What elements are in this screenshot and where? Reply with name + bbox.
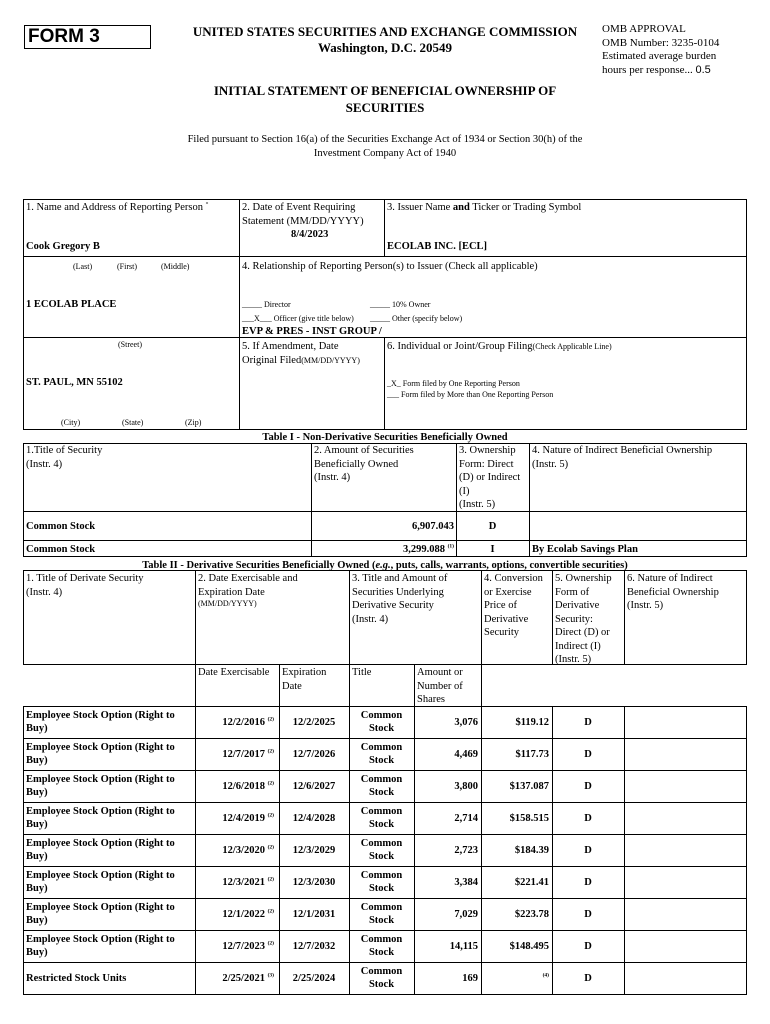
underlying-amount: 14,115 — [449, 941, 478, 952]
footnote-ref[interactable]: (2) — [267, 780, 274, 787]
t2-h4-l3: Price of — [484, 600, 517, 611]
date-exercisable — [198, 812, 274, 826]
grid-line — [23, 834, 747, 835]
t2-h5-l7: (Instr. 5) — [555, 654, 592, 665]
t2-h5-l1: 5. Ownership — [555, 573, 612, 584]
agency-location: Washington, D.C. 20549 — [318, 40, 452, 55]
t1-h1-l2: (Instr. 4) — [26, 458, 63, 470]
grid-line — [384, 338, 385, 430]
date-exercisable-value: 12/7/2023 — [222, 941, 265, 952]
underlying-amount: 7,029 — [454, 909, 478, 920]
date-exercisable-value: 12/2/2016 — [222, 717, 265, 728]
omb-approval-block — [602, 23, 762, 77]
box5-label-suffix: (MM/DD/YYYY) — [301, 355, 360, 365]
subheader-amount — [417, 666, 463, 707]
date-exercisable — [198, 844, 274, 858]
expiration-date: 12/1/2031 — [292, 909, 336, 920]
box1-label-mark: * — [205, 201, 209, 208]
date-exercisable-value: 2/25/2021 — [222, 973, 265, 984]
underlying-title-line2: Stock — [368, 947, 395, 958]
grid-line — [23, 770, 747, 771]
t2-h6-l1: 6. Nature of Indirect — [627, 573, 713, 584]
grid-line — [195, 664, 196, 706]
sub-exp-l2: Date — [282, 680, 302, 692]
date-exercisable-value: 12/7/2017 — [222, 749, 265, 760]
grid-line — [279, 664, 280, 706]
t1-h3-l1: 3. Ownership — [459, 445, 516, 456]
box5-label-line2-text: Original Filed — [242, 354, 302, 366]
exercise-price — [481, 908, 549, 922]
table1-row-form: I — [490, 544, 495, 555]
underlying-title-line1: Common — [360, 934, 403, 945]
date-exercisable-value: 12/1/2022 — [222, 909, 265, 920]
t2-h2-l2: Expiration Date — [198, 586, 265, 598]
underlying-title-line1: Common — [360, 870, 403, 881]
exercise-price — [481, 812, 549, 826]
director-option: _____ Director — [242, 300, 291, 309]
t1-h4-l2: (Instr. 5) — [532, 458, 569, 470]
grid-line — [746, 570, 747, 665]
exercise-price — [481, 844, 549, 858]
date-exercisable-value: 12/6/2018 — [222, 781, 265, 792]
t1-h3-l2: Form: Direct — [459, 458, 514, 470]
underlying-title-line2: Stock — [368, 979, 395, 990]
street-label: (Street) — [118, 340, 142, 349]
officer-title: EVP & PRES - INST GROUP / — [242, 326, 382, 337]
t2-h3-l4: (Instr. 4) — [352, 613, 389, 625]
box5-label-line1: 5. If Amendment, Date — [242, 341, 339, 352]
table1-row-form: D — [488, 521, 497, 532]
grid-line — [23, 664, 747, 665]
box6-label-suffix: (Check Applicable Line) — [532, 342, 612, 351]
t2-h3-l3: Derivative Security — [352, 600, 434, 611]
table2-col5-header — [555, 572, 612, 667]
exercise-price — [481, 716, 549, 730]
table1-col2-header — [314, 444, 414, 485]
ownership-form: D — [584, 973, 592, 984]
grid-line — [23, 802, 747, 803]
city-label: (City) — [61, 418, 81, 427]
table1-col4-header — [532, 444, 712, 471]
derivative-title-line1: Employee Stock Option (Right to — [26, 806, 175, 817]
table1-row-title: Common Stock — [26, 521, 96, 532]
box3-label-post: Ticker or Trading Symbol — [469, 202, 582, 213]
underlying-amount: 3,800 — [454, 781, 478, 792]
derivative-title-line1: Employee Stock Option (Right to — [26, 742, 175, 753]
underlying-title-line1: Common — [360, 838, 403, 849]
sub-exp-l1: Expiration — [282, 667, 327, 678]
form-title-line1: INITIAL STATEMENT OF BENEFICIAL OWNERSHIP OF — [213, 83, 557, 98]
footnote-ref[interactable]: (2) — [267, 748, 274, 755]
t1-h2-l1: 2. Amount of Securities — [314, 445, 414, 456]
t2-h1-l1: 1. Title of Derivate Security — [26, 573, 144, 584]
reporting-street: 1 ECOLAB PLACE — [26, 299, 117, 310]
grid-line — [195, 570, 196, 665]
table2-title-eg: e.g. — [375, 560, 391, 571]
derivative-title-line2: Buy) — [26, 851, 48, 862]
last-label: (Last) — [73, 262, 93, 271]
t1-h1-l1: 1.Title of Security — [26, 445, 103, 456]
t2-h1-l2: (Instr. 4) — [26, 586, 63, 598]
grid-line — [23, 256, 747, 257]
grid-line — [23, 994, 747, 995]
omb-hours — [602, 64, 762, 78]
t1-h4-l1: 4. Nature of Indirect Beneficial Ownership — [532, 445, 713, 456]
underlying-title-line1: Common — [360, 966, 403, 977]
omb-burden: Estimated average burden — [602, 50, 717, 62]
t2-h4-l5: Security — [484, 627, 519, 638]
t1-h3-l5: (Instr. 5) — [459, 499, 496, 510]
box3-label — [387, 201, 581, 215]
date-exercisable-value: 12/4/2019 — [222, 813, 265, 824]
grid-line — [23, 706, 747, 707]
expiration-date: 2/25/2024 — [292, 973, 336, 984]
expiration-date: 12/3/2030 — [292, 877, 336, 888]
ten-percent-owner-option: _____ 10% Owner — [370, 300, 431, 309]
grid-line — [23, 199, 747, 200]
footnote-ref[interactable]: (3) — [267, 972, 274, 979]
table1-row-amount-value: 3,299.088 — [402, 544, 445, 555]
subheader-title: Title — [352, 667, 372, 678]
underlying-title-line1: Common — [360, 710, 403, 721]
date-exercisable — [198, 748, 274, 762]
box3-label-pre: 3. Issuer Name — [387, 202, 453, 213]
underlying-title-line2: Stock — [368, 755, 395, 766]
date-exercisable — [198, 876, 274, 890]
grid-line — [746, 199, 747, 430]
table2-col4-header — [484, 572, 543, 640]
exercise-price — [481, 876, 549, 890]
box4-label: 4. Relationship of Reporting Person(s) to Issuer (Check all applicable) — [242, 261, 538, 272]
underlying-amount: 169 — [462, 973, 478, 984]
filed-line2: Investment Company Act of 1940 — [313, 148, 457, 159]
ownership-form: D — [584, 717, 592, 728]
other-option: _____ Other (specify below) — [370, 314, 463, 323]
box2-label-line1: 2. Date of Event Requiring — [242, 202, 356, 213]
filing-option-many: ___ Form filed by More than One Reporting Person — [387, 390, 554, 399]
t2-h5-l2: Form of — [555, 586, 590, 598]
footnote-ref[interactable]: (4) — [542, 972, 549, 979]
t2-h4-l2: or Exercise — [484, 586, 532, 598]
footnote-ref[interactable]: (1) — [447, 543, 454, 550]
date-exercisable-value: 12/3/2020 — [222, 845, 265, 856]
ownership-form: D — [584, 909, 592, 920]
derivative-title-line2: Buy) — [26, 915, 48, 926]
box2-label-line2: Statement (MM/DD/YYYY) — [242, 215, 364, 227]
t1-h2-l3: (Instr. 4) — [314, 472, 351, 483]
t1-h3-l3: (D) or Indirect — [459, 472, 521, 483]
omb-approval-title: OMB APPROVAL — [602, 23, 686, 35]
grid-line — [414, 664, 415, 706]
underlying-amount: 3,384 — [454, 877, 478, 888]
box1-label — [26, 201, 208, 215]
table2-col6-header — [627, 572, 719, 613]
exercise-price — [481, 748, 549, 762]
reporting-person-name: Cook Gregory B — [26, 241, 100, 252]
expiration-date: 12/4/2028 — [292, 813, 336, 824]
grid-line — [624, 706, 625, 994]
t2-h5-l5: Direct (D) or — [555, 627, 610, 638]
grid-line — [23, 866, 747, 867]
table1-col3-header — [459, 444, 520, 512]
sub-amt-l3: Shares — [417, 694, 445, 705]
table1-row-nature: By Ecolab Savings Plan — [532, 544, 638, 555]
omb-hours-value: 0.5 — [695, 63, 711, 76]
exercise-price-value: $117.73 — [515, 749, 549, 760]
t2-h3-l1: 3. Title and Amount of — [352, 573, 448, 584]
underlying-title-line1: Common — [360, 742, 403, 753]
derivative-title-line2: Buy) — [26, 723, 48, 734]
omb-number: OMB Number: 3235-0104 — [602, 36, 720, 49]
ownership-form: D — [584, 877, 592, 888]
ownership-form: D — [584, 941, 592, 952]
grid-line — [23, 706, 24, 994]
underlying-title-line1: Common — [360, 806, 403, 817]
first-label: (First) — [117, 262, 137, 271]
derivative-title-line2: Buy) — [26, 947, 48, 958]
exercise-price-value: $137.087 — [509, 781, 549, 792]
grid-line — [23, 429, 747, 430]
grid-line — [23, 962, 747, 963]
box2-label — [242, 201, 364, 228]
t2-h5-l6: Indirect (I) — [555, 640, 601, 652]
state-label: (State) — [122, 418, 144, 427]
underlying-amount: 2,723 — [454, 845, 478, 856]
grid-line — [23, 570, 747, 571]
grid-line — [195, 706, 196, 994]
event-date: 8/4/2023 — [291, 229, 329, 240]
expiration-date: 12/7/2026 — [292, 749, 336, 760]
exercise-price-value: $148.495 — [509, 941, 549, 952]
underlying-amount: 2,714 — [454, 813, 478, 824]
issuer-name: ECOLAB INC. [ECL] — [387, 241, 488, 252]
table1-row-title: Common Stock — [26, 544, 96, 555]
grid-line — [481, 570, 482, 665]
exercise-price-value: $158.515 — [509, 813, 549, 824]
derivative-title-line1: Employee Stock Option (Right to — [26, 710, 175, 721]
grid-line — [23, 570, 24, 665]
ownership-form: D — [584, 845, 592, 856]
ownership-form: D — [584, 813, 592, 824]
form-title-line2: SECURITIES — [345, 99, 425, 115]
box5-label-line2 — [242, 354, 360, 368]
derivative-title-line2: Buy) — [26, 883, 48, 894]
grid-line — [239, 199, 240, 430]
subheader-date-exercisable: Date Exercisable — [198, 667, 270, 678]
t2-h4-l4: Derivative — [484, 613, 529, 625]
expiration-date: 12/7/2032 — [292, 941, 336, 952]
grid-line — [384, 199, 385, 257]
t2-h6-l2: Beneficial Ownership — [627, 586, 719, 598]
grid-line — [23, 337, 747, 338]
exercise-price-value: $221.41 — [514, 877, 549, 888]
grid-line — [552, 570, 553, 665]
table2-title-post: , puts, calls, warrants, options, convertible securities) — [390, 560, 628, 571]
date-exercisable — [198, 972, 274, 986]
underlying-title-line1: Common — [360, 774, 403, 785]
grid-line — [23, 738, 747, 739]
underlying-amount: 3,076 — [454, 717, 478, 728]
date-exercisable — [198, 716, 274, 730]
table1-title: Table I - Non-Derivative Securities Beneficially Owned — [262, 432, 508, 443]
zip-label: (Zip) — [185, 418, 202, 427]
ownership-form: D — [584, 781, 592, 792]
underlying-title-line2: Stock — [368, 851, 395, 862]
omb-hours-label: hours per response... — [602, 63, 693, 76]
date-exercisable-value: 12/3/2021 — [222, 877, 265, 888]
grid-line — [23, 199, 24, 430]
underlying-title-line2: Stock — [368, 883, 395, 894]
filing-option-one: _X_ Form filed by One Reporting Person — [387, 379, 520, 388]
derivative-title-line1: Employee Stock Option (Right to — [26, 934, 175, 945]
date-exercisable — [198, 780, 274, 794]
underlying-title-line2: Stock — [368, 723, 395, 734]
ownership-form: D — [584, 749, 592, 760]
underlying-title-line1: Common — [360, 902, 403, 913]
box3-label-and: and — [452, 202, 470, 213]
grid-line — [23, 511, 747, 512]
derivative-title: Restricted Stock Units — [26, 973, 127, 984]
table1-row-amount: 6,907.043 — [412, 521, 454, 532]
grid-line — [23, 930, 747, 931]
box5-label — [242, 340, 360, 367]
t1-h3-l4: (I) — [459, 485, 470, 497]
footnote-ref[interactable]: (2) — [267, 812, 274, 819]
derivative-title-line2: Buy) — [26, 819, 48, 830]
expiration-date: 12/6/2027 — [292, 781, 336, 792]
grid-line — [23, 898, 747, 899]
expiration-date: 12/3/2029 — [292, 845, 336, 856]
footnote-ref[interactable]: (2) — [267, 716, 274, 723]
exercise-price-value: $119.12 — [515, 717, 549, 728]
grid-line — [349, 664, 350, 706]
form-title — [185, 83, 585, 116]
middle-label: (Middle) — [161, 262, 190, 271]
agency-name: UNITED STATES SECURITIES AND EXCHANGE COMMISSION — [192, 24, 578, 39]
underlying-title-line2: Stock — [368, 787, 395, 798]
t2-h4-l1: 4. Conversion — [484, 573, 543, 584]
officer-option: ___X___ Officer (give title below) — [242, 314, 354, 323]
t2-h5-l4: Security: — [555, 613, 593, 625]
grid-line — [23, 540, 747, 541]
footnote-ref[interactable]: (2) — [267, 908, 274, 915]
agency-heading — [160, 24, 610, 56]
footnote-ref[interactable]: (2) — [267, 876, 274, 883]
exercise-price — [481, 940, 549, 954]
exercise-price-value: $184.39 — [514, 845, 549, 856]
expiration-date: 12/2/2025 — [292, 717, 336, 728]
table2-col3-header — [352, 572, 447, 626]
filed-line1: Filed pursuant to Section 16(a) of the Securities Exchange Act of 1934 or Section 30(h) of the — [187, 134, 583, 145]
box6-label — [387, 340, 612, 354]
sub-amt-l2: Number of — [417, 680, 463, 692]
filed-pursuant-text — [160, 133, 610, 161]
table2-col1-header — [26, 572, 144, 599]
t2-h5-l3: Derivative — [555, 600, 600, 611]
derivative-title-line1: Employee Stock Option (Right to — [26, 838, 175, 849]
exercise-price — [481, 780, 549, 794]
derivative-title-line2: Buy) — [26, 787, 48, 798]
box1-label-text: 1. Name and Address of Reporting Person — [26, 202, 204, 213]
t2-h2-l3: (MM/DD/YYYY) — [198, 599, 257, 608]
grid-line — [349, 570, 350, 665]
subheader-expiration — [282, 666, 326, 693]
derivative-title-line1: Employee Stock Option (Right to — [26, 870, 175, 881]
derivative-title-line1: Employee Stock Option (Right to — [26, 902, 175, 913]
table2-col2-header — [198, 572, 298, 609]
footnote-ref[interactable]: (2) — [267, 940, 274, 947]
grid-line — [481, 664, 482, 706]
date-exercisable — [198, 940, 274, 954]
date-exercisable — [198, 908, 274, 922]
underlying-amount: 4,469 — [454, 749, 478, 760]
t1-h2-l2: Beneficially Owned — [314, 458, 399, 470]
table1-col1-header — [26, 444, 102, 471]
form-number-box: FORM 3 — [24, 25, 151, 49]
derivative-title-line2: Buy) — [26, 755, 48, 766]
exercise-price-value: $223.78 — [514, 909, 549, 920]
table2-title-pre: Table II - Derivative Securities Beneficially Owned ( — [142, 560, 376, 571]
table1-row-amount — [314, 543, 454, 557]
exercise-price — [481, 972, 549, 986]
t2-h3-l2: Securities Underlying — [352, 586, 444, 598]
grid-line — [746, 706, 747, 994]
underlying-title-line2: Stock — [368, 915, 395, 926]
box6-label-text: 6. Individual or Joint/Group Filing — [387, 341, 533, 352]
t2-h6-l3: (Instr. 5) — [627, 600, 664, 611]
reporting-city: ST. PAUL, MN 55102 — [26, 377, 123, 388]
t2-h2-l1: 2. Date Exercisable and — [198, 573, 298, 584]
footnote-ref[interactable]: (2) — [267, 844, 274, 851]
sub-amt-l1: Amount or — [417, 667, 463, 678]
derivative-title-line1: Employee Stock Option (Right to — [26, 774, 175, 785]
grid-line — [624, 570, 625, 665]
underlying-title-line2: Stock — [368, 819, 395, 830]
